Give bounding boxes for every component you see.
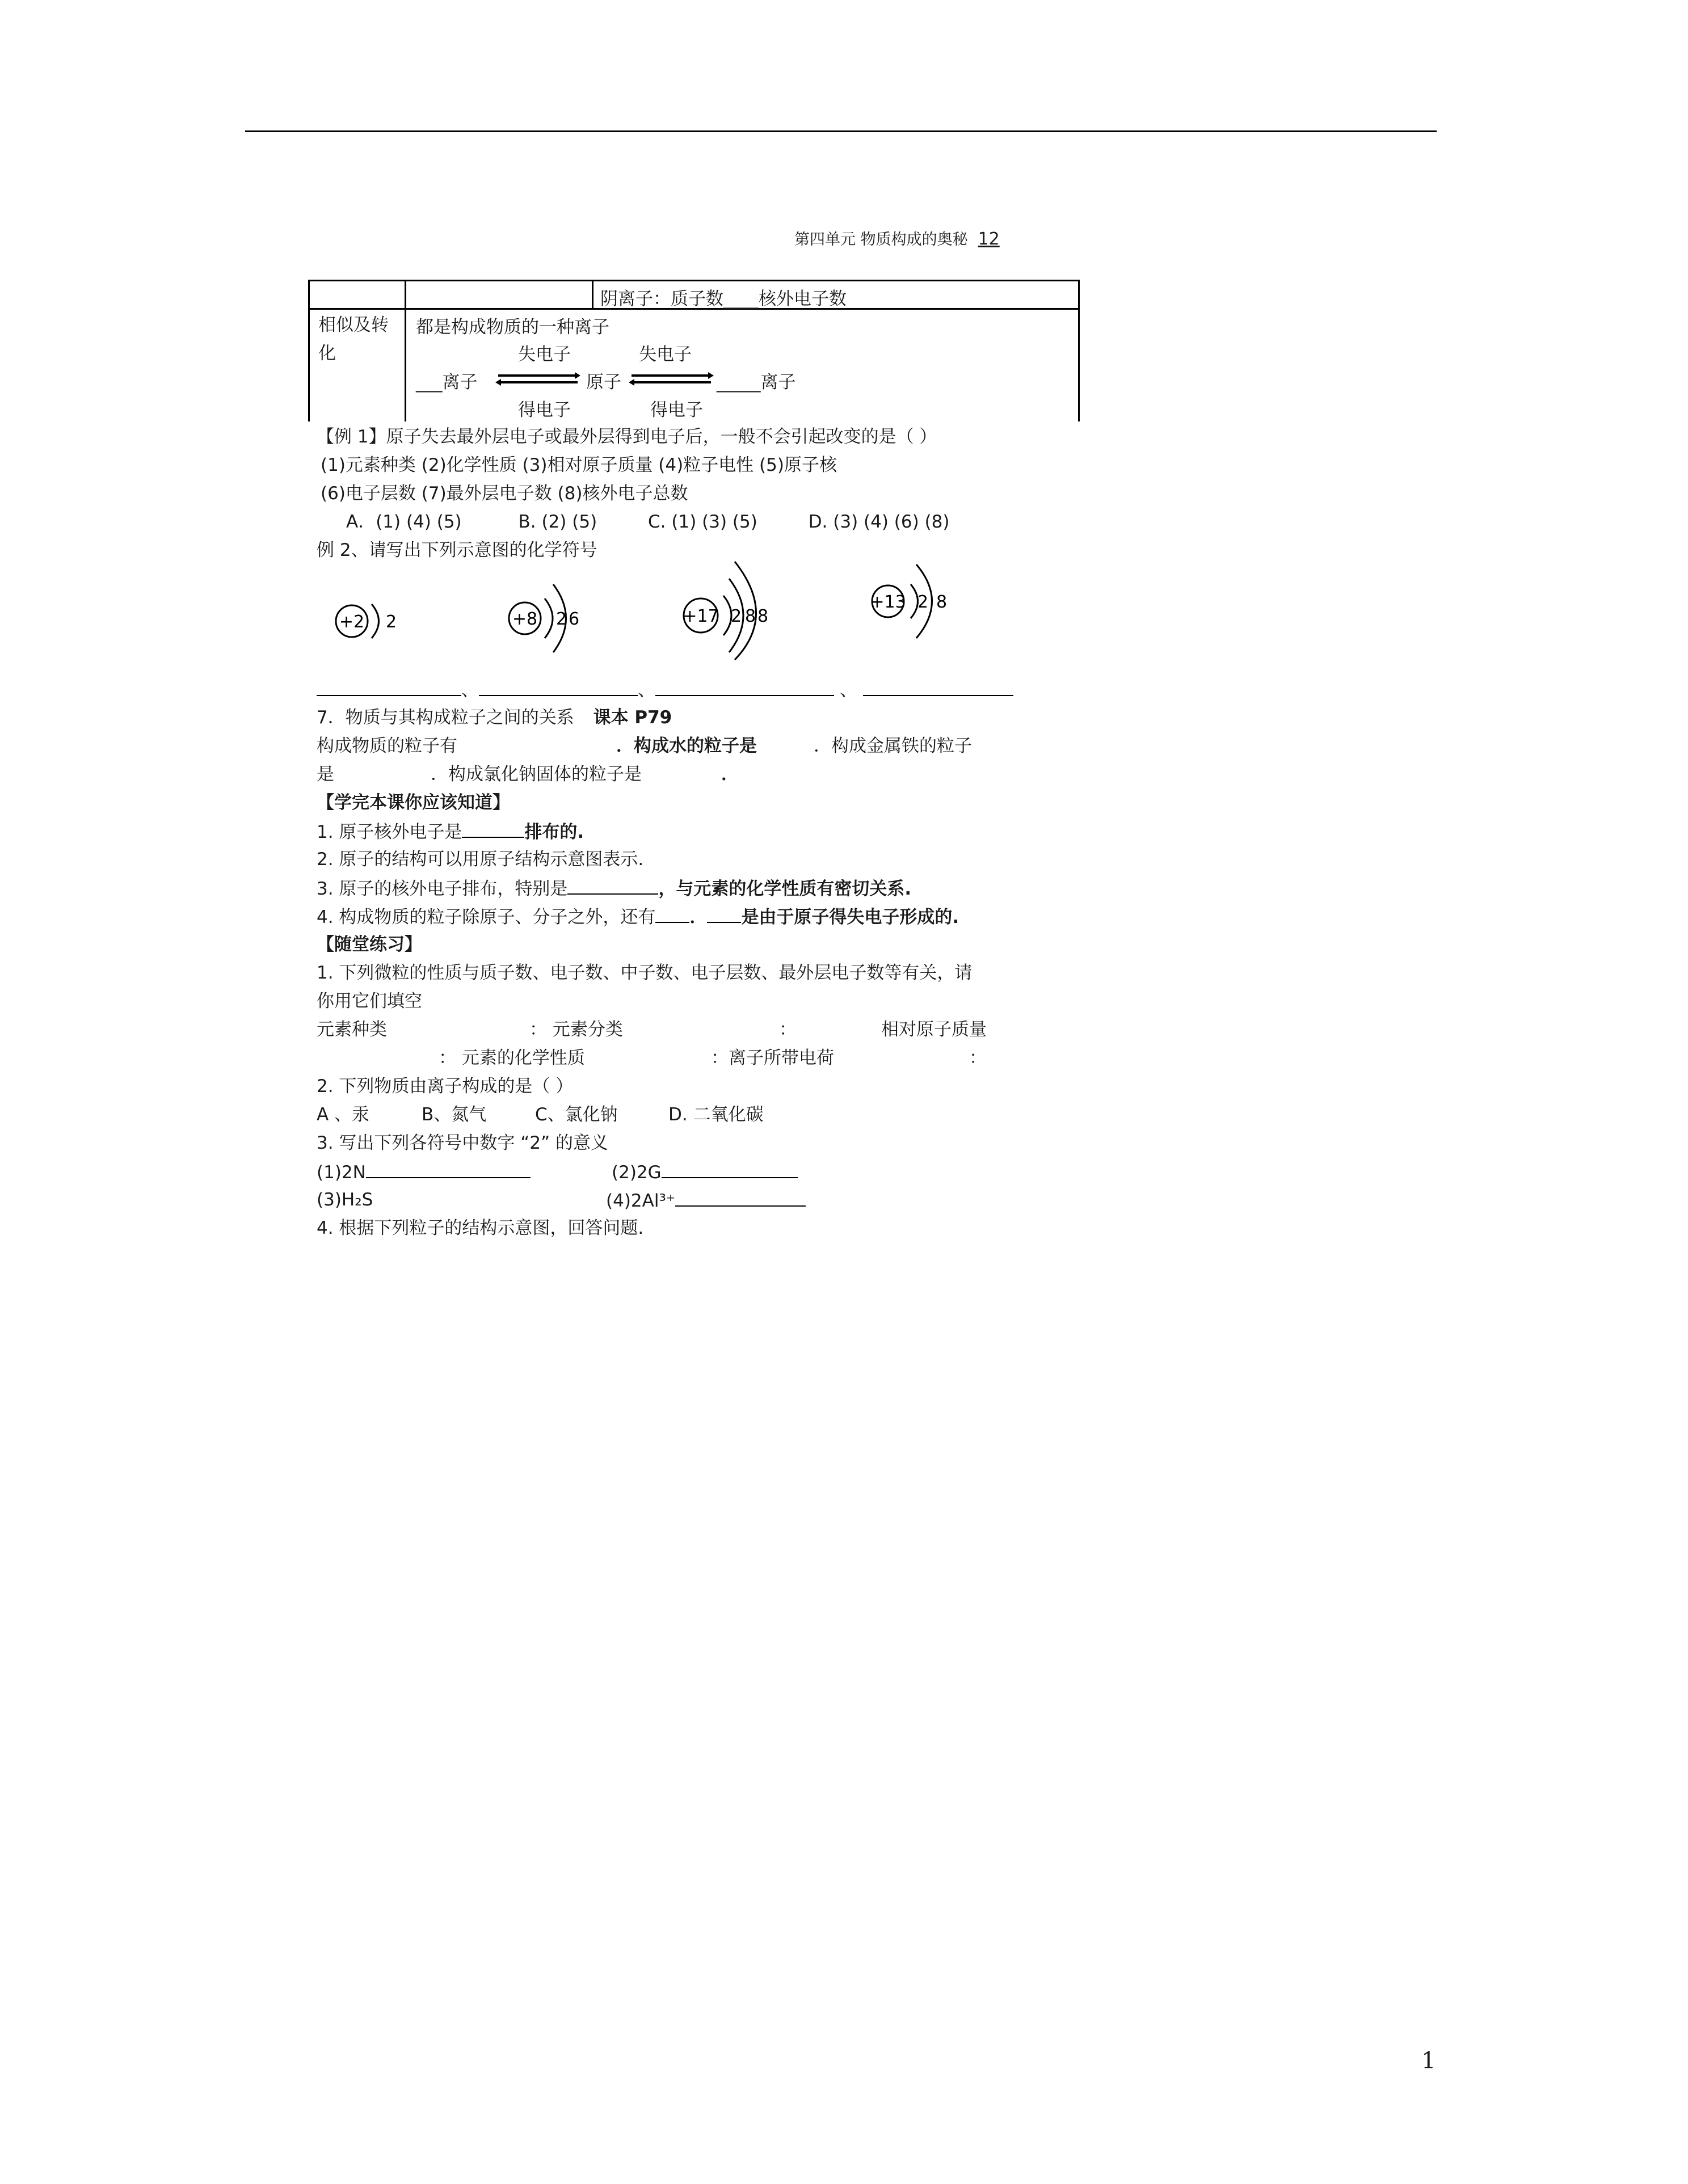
- knowledge-blank4b[interactable]: [707, 905, 741, 923]
- similarity-text: 都是构成物质的一种离子: [416, 317, 609, 338]
- section7-line2-b: ．构成氯化钠固体的粒子是: [431, 764, 642, 785]
- answer-blank-1[interactable]: [317, 678, 461, 696]
- answer-blank-3[interactable]: [655, 678, 834, 696]
- option-d: D. (3) (4) (6) (8): [808, 512, 950, 532]
- q1-ion-charge: ：离子所带电荷: [711, 1048, 834, 1068]
- header-page-label: 12: [978, 229, 1000, 249]
- table-border-right: [1078, 280, 1080, 421]
- knowledge-item3: [317, 876, 911, 900]
- atom-diagram-2: [499, 570, 601, 655]
- knowledge-item4: [317, 905, 959, 929]
- knowledge-item1-a: 1. 原子核外电子是: [317, 822, 462, 842]
- section7-line2: [317, 763, 739, 786]
- lose-electron-label-2: 失电子: [639, 344, 692, 365]
- q1-relative-mass: 相对原子质量: [881, 1019, 987, 1040]
- atom4-shell1: 2: [917, 592, 929, 612]
- example2-stem: 例 2、请写出下列示意图的化学符号: [317, 540, 597, 560]
- practice-q1-row1: [317, 1018, 1015, 1041]
- q3-item3: (3)H₂S: [317, 1190, 373, 1210]
- unit-title: 第四单元 物质构成的奥秘: [794, 231, 968, 248]
- q1-colon: ：: [779, 1019, 797, 1040]
- q2-option-d: D. 二氧化碳: [668, 1104, 764, 1125]
- header-rule: [245, 130, 1437, 132]
- knowledge-item2: 2. 原子的结构可以用原子结构示意图表示.: [317, 849, 644, 870]
- atom1-shell1: 2: [386, 612, 397, 632]
- knowledge-blank4a[interactable]: [655, 905, 689, 923]
- ion-comparison-table: [308, 280, 1080, 421]
- atom3-shell2: 8: [745, 606, 756, 626]
- section7-line2-c: ．: [721, 764, 739, 785]
- q3-blank4[interactable]: [675, 1188, 806, 1207]
- practice-heading: 【随堂练习】: [317, 934, 422, 955]
- q3-item4: (4)2Al³⁺: [606, 1191, 676, 1211]
- knowledge-item4-a: 4. 构成物质的粒子除原子、分子之外，还有: [317, 907, 656, 927]
- atom-label: 原子: [586, 372, 621, 393]
- option-a: A．(1) (4) (5): [346, 512, 462, 532]
- option-c: C. (1) (3) (5): [648, 512, 757, 532]
- q3-item2: (2)2G: [612, 1162, 662, 1183]
- q1-element-type: 元素种类: [317, 1019, 387, 1040]
- example1-stem: 【例 1】原子失去最外层电子或最外层得到电子后，一般不会引起改变的是（ ）: [317, 427, 937, 447]
- knowledge-item4-c: 是由于原子得失电子形成的.: [741, 907, 959, 927]
- example1-items-line2: (6)电子层数 (7)最外层电子数 (8)核外电子总数: [321, 483, 688, 504]
- atom2-shell2: 6: [569, 609, 580, 629]
- anion-cell: 阴离子：质子数____核外电子数: [600, 289, 847, 309]
- atom4-shell2: 8: [936, 592, 948, 612]
- practice-q2: 2. 下列物质由离子构成的是（ ）: [317, 1076, 574, 1097]
- knowledge-item3-a: 3. 原子的核外电子排布，特别是: [317, 879, 568, 899]
- knowledge-heading: 【学完本课你应该知道】: [317, 792, 510, 813]
- lose-electron-label-1: 失电子: [518, 344, 571, 365]
- knowledge-blank1[interactable]: [462, 820, 524, 838]
- atom-diagram-3: [672, 553, 786, 661]
- gain-electron-label-2: 得电子: [650, 400, 703, 420]
- atom-diagram-4: [862, 553, 970, 650]
- atom3-shell3: 8: [757, 606, 769, 626]
- section7-line1-c: ．构成金属铁的粒子: [814, 736, 972, 756]
- q3-item2-wrap: [612, 1160, 798, 1184]
- similarity-label: 相似及转化: [318, 315, 389, 364]
- practice-q2-options: [317, 1103, 1015, 1126]
- q1-element-class: ： 元素分类: [529, 1019, 623, 1040]
- separator-3: 、: [840, 680, 857, 701]
- q3-blank1[interactable]: [366, 1160, 531, 1178]
- atom4-nucleus: +13: [870, 592, 906, 612]
- page-number: 1: [1421, 2048, 1436, 2074]
- atom2-nucleus: +8: [512, 609, 538, 629]
- ion-right-label: _____离子: [717, 372, 796, 393]
- option-b: B. (2) (5): [518, 512, 597, 532]
- atom1-nucleus: +2: [339, 612, 365, 632]
- practice-q3-row1: [317, 1160, 1015, 1184]
- section7-line1-b: ．构成水的粒子是: [616, 736, 757, 756]
- knowledge-item3-b: ，与元素的化学性质有密切关系.: [658, 879, 912, 899]
- atom-diagram-1: [323, 584, 420, 658]
- table-border-left: [308, 280, 310, 421]
- unit-header: [794, 227, 1000, 249]
- atom3-shell1: 2: [731, 606, 742, 626]
- atom3-nucleus: +17: [683, 606, 719, 626]
- atom2-shell1: 2: [556, 609, 567, 629]
- section7-line2-a: 是: [317, 764, 334, 785]
- q3-item1: (1)2N: [317, 1162, 366, 1183]
- knowledge-blank3[interactable]: [567, 876, 658, 895]
- table-border-col2: [592, 280, 593, 308]
- section7-ref: 课本 P79: [593, 707, 672, 728]
- practice-q3-row2: [317, 1188, 1015, 1211]
- q2-option-b: B、氮气: [422, 1104, 487, 1125]
- practice-q3: 3. 写出下列各符号中数字 “2” 的意义: [317, 1133, 608, 1153]
- knowledge-item1-b: 排布的.: [524, 822, 584, 842]
- ion-left-label: ___离子: [416, 372, 478, 393]
- equilibrium-arrow-left: [495, 370, 580, 387]
- practice-q1-line1: 1. 下列微粒的性质与质子数、电子数、中子数、电子层数、最外层电子数等有关，请: [317, 963, 973, 983]
- section7-title-line: [317, 706, 672, 729]
- q2-option-a: A 、汞: [317, 1104, 370, 1125]
- section7-line1: [317, 735, 972, 757]
- gain-electron-label-1: 得电子: [518, 400, 571, 420]
- q3-blank2[interactable]: [662, 1160, 798, 1178]
- answer-blank-2[interactable]: [479, 678, 638, 696]
- practice-q4: 4. 根据下列粒子的结构示意图，回答问题.: [317, 1218, 644, 1238]
- example1-options: [346, 511, 972, 533]
- knowledge-item1: [317, 820, 584, 844]
- equilibrium-arrow-right: [629, 370, 714, 387]
- q1-chemical-property: ： 元素的化学性质: [439, 1048, 585, 1068]
- separator-2: 、: [638, 680, 655, 701]
- section7-title: 7．物质与其构成粒子之间的关系: [317, 707, 574, 728]
- separator-1: 、: [461, 680, 479, 701]
- q2-option-c: C、氯化钠: [535, 1104, 618, 1125]
- example1-items-line1: (1)元素种类 (2)化学性质 (3)相对原子质量 (4)粒子电性 (5)原子核: [321, 455, 837, 475]
- answer-blank-4[interactable]: [863, 678, 1013, 696]
- section7-line1-a: 构成物质的粒子有: [317, 736, 457, 756]
- q3-item4-wrap: [606, 1188, 806, 1212]
- example2-answer-blanks: [317, 678, 1013, 702]
- q1-colon-end: ：: [969, 1048, 987, 1068]
- table-border-top: [308, 280, 1080, 281]
- practice-q1-line2: 你用它们填空: [317, 991, 422, 1011]
- table-border-col1: [405, 280, 406, 421]
- knowledge-item4-b: ．: [689, 907, 708, 927]
